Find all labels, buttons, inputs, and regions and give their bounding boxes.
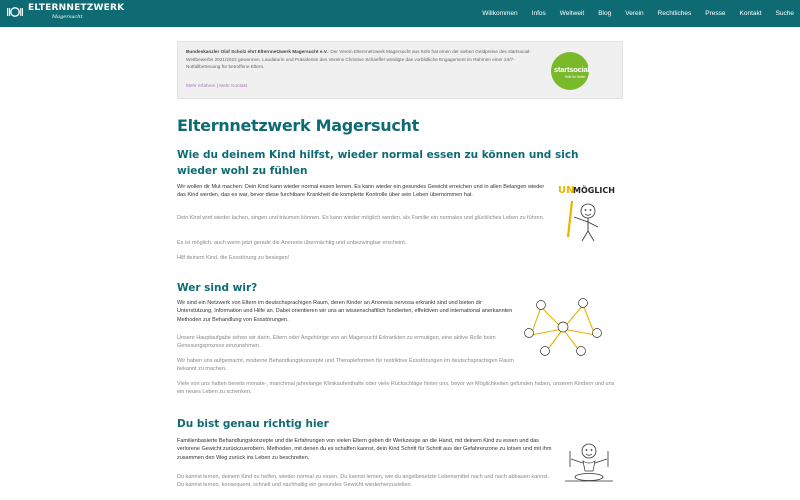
logo-subtitle: Magersucht — [52, 14, 83, 20]
site-logo[interactable] — [6, 4, 124, 20]
page-title: Elternnetzwerk Magersucht — [177, 116, 419, 135]
nav-willkommen[interactable]: Willkommen — [482, 10, 518, 17]
top-navigation-bar — [0, 0, 800, 27]
logo-title: ELTERNNETZWERK — [28, 3, 125, 13]
announcement-links — [186, 83, 247, 88]
main-menu — [482, 0, 794, 27]
link-separator: | — [216, 83, 218, 88]
illus-word-text: MÖGLICH — [573, 186, 615, 195]
section2-paragraph-4: Viele von uns hatten bereits monate-, manchmal jahrelange Klinikaufenthalte oder viele Rückschläge hinter uns, bevor wir Möglichkeiten gefunden haben, unseren Kindern und uns ein neues Leben zu schenken. — [177, 381, 615, 396]
announcement-text — [186, 48, 538, 71]
illus-un-text: UN — [558, 185, 575, 196]
logo-icon — [6, 6, 24, 18]
section1-paragraph-3: Es ist möglich, auch wenn jetzt gerade die Anorexie übermächtig und unbezwingbar erscheint. — [177, 240, 407, 246]
section1-paragraph-2: Dein Kind wird wieder lachen, singen und träumen können. Es kann wieder möglich werden, als Familie ein normales und glückliches Leben zu führen. — [177, 215, 545, 221]
section1-paragraph-4: Hilf deinem Kind, die Essstörung zu besiegen! — [177, 255, 290, 261]
nav-presse[interactable]: Presse — [705, 10, 726, 17]
section-heading-right-here: Du bist genau richtig hier — [177, 418, 329, 430]
section-heading-who: Wer sind wir? — [177, 282, 258, 294]
section-heading-help: Wie du deinem Kind hilfst, wieder normal essen zu können und sich wieder wohl zu fühlen — [177, 149, 579, 177]
announcement-body: : Der Verein Elternnetzwerk Magersucht aus Köln hat einen der sieben Geldpreise des startsocial-Wettbewerbs 2021/2022 gewonnen. Laudatorin und Präsidentin des Vereins Christine Schaeffer würdigte das vorbildliche Engagement im Rahmen einer 24/7-Notfallbetreuung für betroffene Eltern. — [186, 49, 531, 70]
startsocial-name: startsocial — [554, 65, 590, 74]
nav-infos[interactable]: Infos — [531, 10, 546, 17]
network-illustration — [521, 295, 605, 361]
nav-kontakt[interactable]: Kontakt — [739, 10, 762, 17]
more-contact-link[interactable]: Mehr Kontakt — [219, 83, 248, 88]
section2-paragraph-1: Wir sind ein Netzwerk von Eltern im deutschsprachigen Raum, deren Kinder an Anorexia nervosa erkrankt sind und bieten dir Unterstützung, Information und Hilfe an. Dabei orientieren wir uns an wissenschaftlich fundierten, effektiven und international anerkannten Methoden zur Behandlung von Essstörungen. — [177, 300, 513, 323]
section1-paragraph-1: Wir wollen dir Mut machen: Dein Kind kann wieder normal essen lernen. Es kann wieder ein gesundes Gewicht erreichen und in allen Belangen wieder das Kind werden, das es war, bevor diese furchtbare Krankheit die komplette Kontrolle über sein Leben übernommen hat. — [177, 184, 545, 199]
nav-rechtliches[interactable]: Rechtliches — [657, 10, 692, 17]
startsocial-tagline: Hilfe für Helfer — [565, 75, 586, 79]
page-content — [0, 27, 800, 500]
announcement-box — [177, 41, 623, 99]
section2-paragraph-3: Wir haben uns aufgemacht, moderne Behandlungskonzepte und Therapieformen für restriktive Essstörungen im deutschsprachigen Raum bekannt zu machen. — [177, 358, 514, 373]
section3-paragraph-2: Du kannst lernen, deinem Kind zu helfen, wieder normal zu essen. Du kannst lernen, wie du angstbesetzte Lebensmittel nach und nach abbauen kannst. Du kannst lernen, konsequent, schnell und nachhaltig ein gesundes Gewicht wiederherzustellen. — [177, 474, 550, 489]
nav-suche[interactable]: Suche — [775, 10, 794, 17]
nav-blog[interactable]: Blog — [598, 10, 612, 17]
more-info-link[interactable]: Mehr erfahren — [186, 83, 216, 88]
startsocial-badge[interactable] — [551, 52, 589, 90]
nav-weltweit[interactable]: Weltweit — [559, 10, 585, 17]
nav-verein[interactable]: Verein — [625, 10, 644, 17]
section2-paragraph-2: Unsere Hauptaufgabe sehen wir darin, Eltern oder Angehörige von an Magersucht Erkrankten zu ermutigen, eine aktive Rolle beim Genesungsprozess einzunehmen. — [177, 335, 496, 350]
section3-paragraph-1: Familienbasierte Behandlungskonzepte und die Erfahrungen von vielen Eltern geben dir Werkzeuge an die Hand, mit deinem Kind zu essen und das verlorene Gewicht zurückzuerobern. Methoden, mit denen du es schaffen kannst, dein Kind Schritt für Schritt aus der Gefahrenzone zu lotsen und mit ihm zusammen den Weg zurück ins Leben zu beschreiten. — [177, 438, 552, 461]
unmoeglich-illustration — [558, 181, 616, 243]
announcement-bold: Bundeskanzler Olaf Scholz ehrt Elternnetzwerk Magersucht e.V. — [186, 49, 328, 54]
eating-child-illustration — [563, 437, 615, 497]
